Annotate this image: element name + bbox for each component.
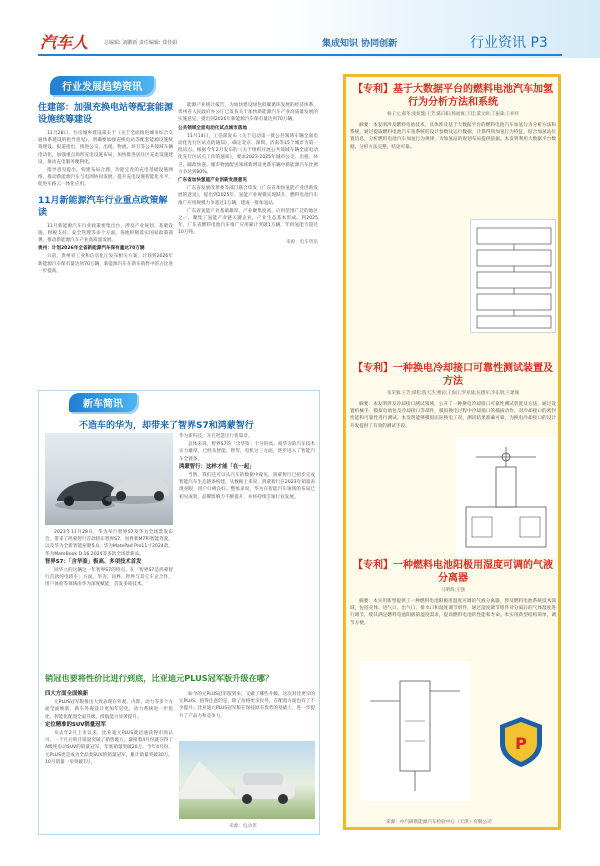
- patent-panel: [343, 74, 561, 830]
- source: 来源：电车资讯: [285, 239, 318, 245]
- newcar-col-left: [45, 529, 173, 590]
- subheading: 贵州：计划2026年全省新能源汽车保有量达70万辆: [38, 246, 145, 252]
- subheading: 鸿蒙智行：这样才能「在一起」: [179, 463, 255, 470]
- car-photo: [45, 433, 173, 525]
- article-paragraph: 11月14日，工信部发布《关于启动第一批公共领域车辆全面电动化先行区试点的通知》，确定北京、深圳、济南等15个城市为第一批试点。根据今年2月发布的《关于组织开展公共领域车辆全面电动化先行区试点工作的通知》，要求2023-2025年城市公交、出租、环卫、邮政快递、城市物流配送领域新增及更新车辆中新能源汽车比例力争达到80%。: [178, 133, 318, 175]
- byd-photo: [179, 741, 315, 819]
- patent-abstract: 摘要：本实用新型提供了一种燃料电池阳极用湿度可调的气液分离器，涉及燃料电池系统技术领域，包括壳体、进气口、出气口、排水口和湿度调节组件，通过湿度调节组件对分离后的气体湿度进行调节，使其满足燃料电池阳极的湿度需求，提高燃料电池的性能和寿命。本实用新型结构简单，调节方便。: [350, 599, 556, 626]
- article-paragraph: 当然，我们还可以从汽车的数据中窥见，鸿蒙智行已初步完成智能汽车生态链条构建，从数据上来说，鸿蒙智行在2023年销量表现亮眼，用户口碑良好。整体来说，华为在智能汽车领域的布局已初见成效，品牌影响力不断提升，并将持续引领行业发展。: [179, 473, 315, 500]
- byd-col-left: [45, 691, 173, 767]
- patent-3: [350, 559, 556, 628]
- patent-1: [350, 83, 556, 152]
- article-paragraph: 广东省氢能产业基础雄厚，产业聚集度高，应用范围广泛的地区之一，聚集了氢能产业链关键企业，产业生态基本形成。到2025年，广东省燃料电池汽车推广应用累计突破1万辆，年供氢能力超过10万吨。: [178, 208, 318, 236]
- subheading: 定位精准的SUV销量冠军: [45, 721, 106, 728]
- article-paragraph: 2023年11月28日，华为举行智界S7及华为全场景发布会，带来了鸿蒙智行首款轿车智界S7、问界新M7和智能驾驶，以及华为全新智能座舱5.0。华为MatePad Pro11寸2024款、华为MateBook D 16 2024等多款全场景新品。: [45, 530, 173, 557]
- article-title: 不造车的华为，却带来了智界S7和鸿蒙智行: [79, 421, 254, 431]
- article-paragraph: 指导意见提出，构建布局合理、功能完善的充电基础设施网络，推动新能源汽车与电网协同发展，提升充电设施智能化水平，促进车路云一体化应用。: [38, 168, 173, 188]
- subheading: 公共领域全面电动化试点城市落地: [178, 125, 247, 131]
- article-paragraph: 11月28日，住房城乡建设部关于《关于全面推进城市综合交通体系建设的指导意见》，明确要加强充换电站等配套能源设施统筹建设。报道指出，推进公交、出租、物流、环卫等公共领域车辆电动化，加强重点场所充电设施布局，加快推进居住区充电设施建设，推动充电服务便利化。: [38, 131, 173, 165]
- industry-col2: [178, 102, 318, 245]
- patent-abstract: 摘要：本发明涉及冷却接口测试领域，公开了一种换电冷却接口可靠性测试装置及方法，通过设置机械手、模拟电池包及冷却接口等部件，模拟换电过程中冷却接口的插拔动作，对冷却接口的密封性能和可靠性进行测试。本发明能够模拟实际换电工况，测试结果准确可靠，为换电冷却接口的设计开发提供了有效的测试手段。: [350, 402, 556, 429]
- patent-figure: [360, 661, 470, 801]
- industry-banner: 行业发展趋势资讯: [50, 76, 154, 95]
- patent-title: 【专利】一种燃料电池阳极用湿度可调的气液分离器: [353, 560, 553, 584]
- subheading: 四大方面全面焕新: [45, 691, 89, 697]
- article-paragraph: 能源产业统计报告，为加快建设绿色低碳循环发展的经济体系，贵州省人民政府办公厅已发布关于加快新能源汽车产业高质量发展的实施意见，提出到2026年新能源汽车保有量达到70万辆。: [178, 103, 318, 123]
- patent-title: 【专利】基于大数据平台的燃料电池汽车加氢行为分析方法和系统: [353, 84, 553, 108]
- header-slogan: 集成知识 协同创新: [322, 39, 398, 49]
- patent-authors: 张荣强;王芳;谭松;殷天杰;曹钊;王海江;罗亚斌;伍德军;李东明;王建城: [387, 391, 519, 396]
- article-paragraph: 总体来说，智界S7的「含华鉴」十分的高。而华为的汽车技术实力雄厚，已经从智能、智驾、电机这三方面，逐步进入了智能汽车全链条。: [179, 442, 315, 462]
- source: 来源：中汽研新能源汽车检验中心（天津）有限公司: [386, 820, 492, 825]
- article-title: 销冠也要将性价比进行到底，比亚迪元PLUS冠军版升级在哪？: [45, 673, 274, 683]
- patent-figure: [470, 219, 556, 333]
- article-paragraph: 同华立的这辆这一年智界S7的特点，在「智界S7是鸿蒙智行首款纯电轿车」方面，华为、问界、智界与其它车企合作，用户体验等领域由华为深度赋能，首发多项技术。: [45, 568, 173, 588]
- article-title: 住建部：加强充换电站等配套能源设施统筹建设: [38, 103, 174, 125]
- article-paragraph: 元PLUS冠军版推出大致表现在外观、内饰、动力等多个方面全面焕新。新车外观设计更加年轻化，动力系统进一步优化，智能化配置全面升级，续航能力显著提升。: [45, 700, 173, 720]
- header-editors: 总编辑: 刘鹏新 责任编辑: 郑佳娟: [104, 40, 178, 46]
- cata-logo: [492, 713, 550, 771]
- source: 来源：电动邦: [229, 824, 257, 829]
- masthead: 汽车人: [40, 33, 89, 52]
- article-title: 11月新能源汽车行业重点政策解读: [38, 195, 168, 218]
- article-paragraph: 11月新能源汽车行业政策密集出台，涉及产业规划、基础设施、财税支持、安全管理等多个方面。各地积极落实国家政策部署，推动新能源汽车产业高质量发展。: [38, 223, 173, 244]
- svg-text:P: P: [515, 734, 527, 753]
- article-paragraph: 广东省发展改革委等部门联合印发《广东省加快氢能产业创新发展的意见》，提出到2025年，氢能产业规模实现跃升，燃料电池汽车推广应用规模力争超过1万辆，建成一批加氢站。: [178, 186, 318, 206]
- caption: 华为新科技，开启智慧出行新篇章。: [179, 434, 253, 439]
- industry-col1: [38, 102, 173, 276]
- section-label: 行业资讯 P3: [470, 35, 548, 51]
- newcar-col-right: [179, 433, 315, 502]
- subheading: 广东省加快氢能产业创新发展意见: [178, 178, 247, 184]
- article-paragraph: 如今的元PLUS冠军版到来，又做了哪些升级，这次对比更早的元PLUS，值得注意的是，除了价格更亲民外，在配置方面也有了不少提升。比亚迪元PLUS冠军版在保持原有优势的基础上，进一步提升了产品力和竞争力。: [179, 692, 315, 719]
- newcar-banner: 新车简讯: [69, 393, 137, 412]
- subheading: 智界S7：「含华鉴」极高、多项技术首发: [45, 558, 142, 565]
- patent-figure: [456, 437, 556, 557]
- patent-2: [350, 362, 556, 431]
- article-paragraph: 从去年2月上市以来，比亚迪元PLUS就迅速获得市场认可，一个月后的月销量突破了销售破万。紧接着4月份就夺得了A级纯电动SUV的销量冠军，年底销量突破20万。今年4月份，元PLUS更是成为全品类SUV的销量冠军，累计销量突破30万。10月销量一举突破7万。: [45, 731, 173, 765]
- patent-title: 【专利】一种换电冷却接口可靠性测试装置及方法: [353, 363, 553, 387]
- patent-authors: 杨子元;郝冬;张妍懿;王芳;陈向阳;杨福寓;王佳;董文妍;丁振森;王祥祥: [387, 112, 519, 117]
- article-paragraph: 日前，贵州省工业和信息化厅发布相关方案，计划到2026年新能源汽车保有量达到70万辆，新能源汽车在新车销售中的占比进一步提高。: [38, 254, 173, 274]
- patent-authors: 马明辉;王强: [441, 588, 465, 593]
- patent-abstract: 摘要：本发明涉及燃料电池技术，具体涉及基于大数据平台的燃料电池汽车加氢行为分析方法和系统，通过提取燃料电池汽车氢系统的设计参数及运行数据，计算得到加氢行为特征，结合加氢站位置信息，分析燃料电池汽车加氢行为规律，为加氢站的规划布局提供依据。本发明利用大数据平台数据，分析方法完整，结论可靠。: [350, 123, 556, 150]
- page-header: [0, 0, 600, 58]
- header-rule: [38, 54, 562, 56]
- byd-col-right: [179, 691, 315, 721]
- newcar-section: [38, 390, 320, 835]
